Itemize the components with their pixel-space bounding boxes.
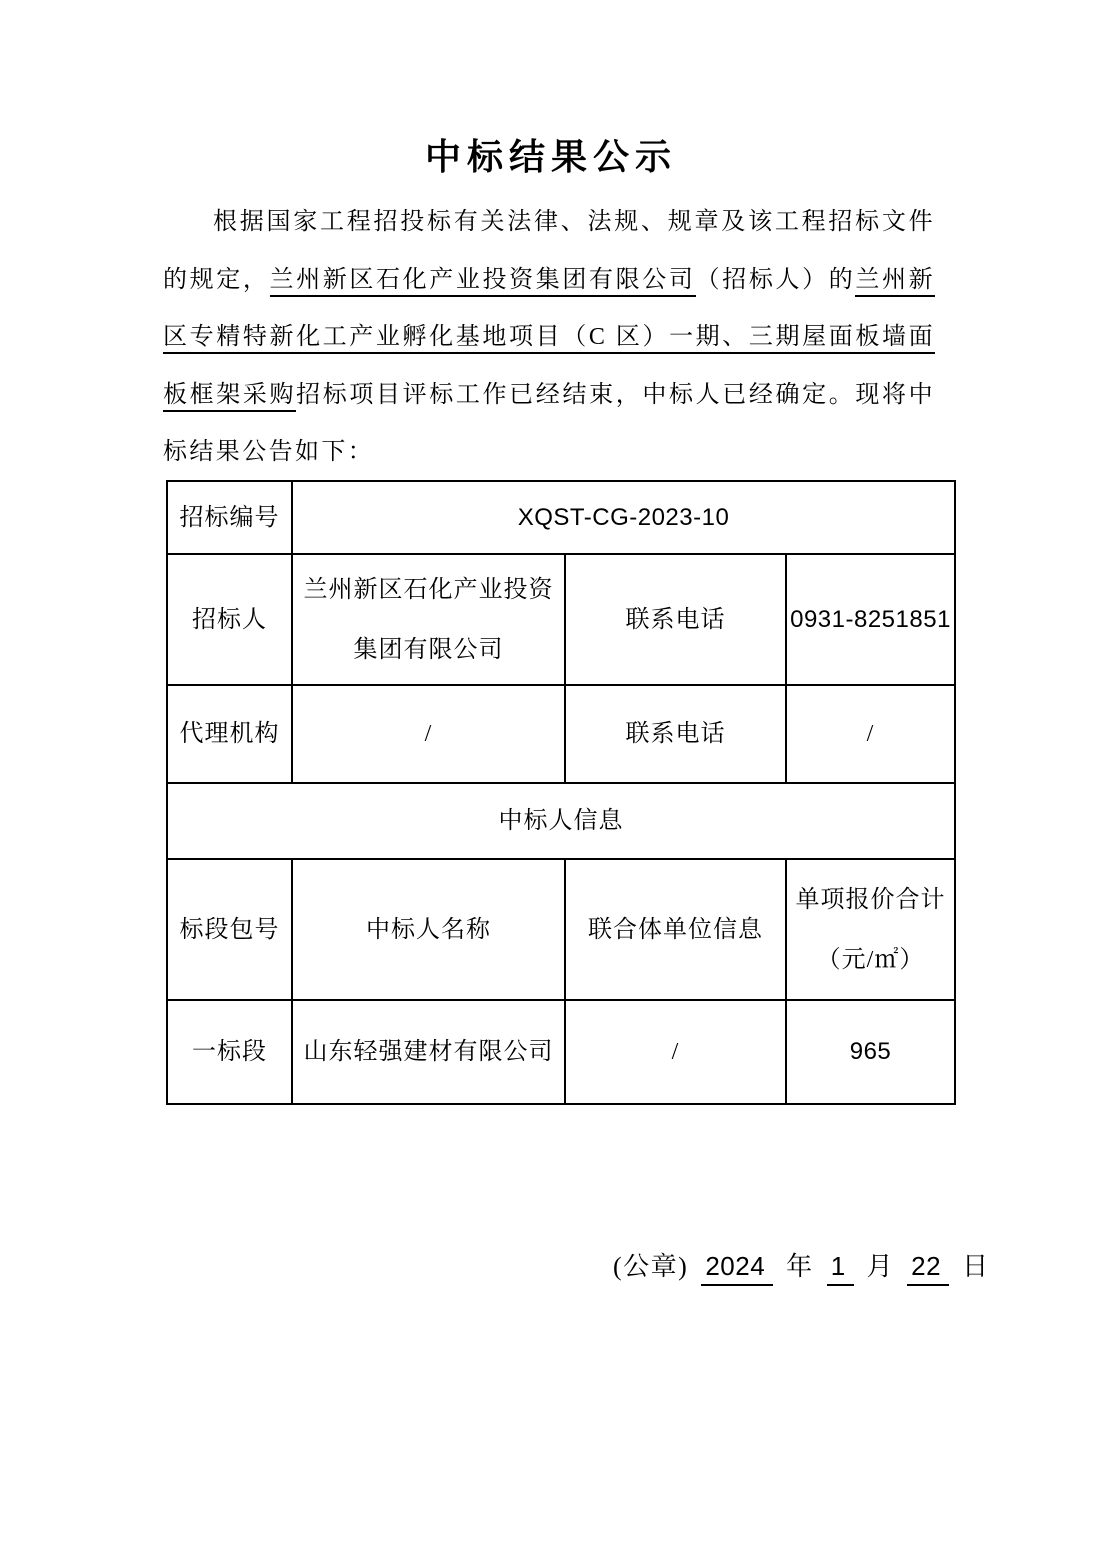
- paragraph-outro-text: 招标项目评标工作已经结束，中标人已经确定。现将中标结果公告如下：: [163, 381, 936, 466]
- date-month-unit: 月: [866, 1252, 895, 1281]
- tenderer-phone-label: 联系电话: [565, 554, 786, 685]
- winner-name-value: 山东轻强建材有限公司: [292, 1000, 565, 1104]
- tenderer-label: 招标人: [167, 554, 292, 685]
- column-header-winner-name: 中标人名称: [292, 859, 565, 1000]
- column-header-package: 标段包号: [167, 859, 292, 1000]
- announcement-paragraph: [163, 194, 935, 482]
- agency-phone-value: /: [786, 685, 955, 783]
- paragraph-intro-text: 根据国家工程招投标有关法律、法规、规章及该工程招标文件的规定，: [163, 209, 935, 293]
- winner-price-value: 965: [786, 1000, 955, 1104]
- bid-number-label: 招标编号: [167, 481, 292, 554]
- date-year-unit: 年: [786, 1252, 814, 1281]
- document-title: 中标结果公示: [424, 137, 677, 177]
- seal-date-line: [613, 1246, 995, 1283]
- column-header-consortium: 联合体单位信息: [565, 859, 786, 1000]
- table-row-tenderer: [167, 554, 955, 685]
- paragraph-mid-text: （招标人）的: [695, 266, 856, 293]
- bid-result-table: [166, 480, 956, 1105]
- winner-consortium-value: /: [565, 1000, 786, 1104]
- date-day-value: 22: [907, 1251, 949, 1286]
- date-month-value: 1: [827, 1251, 854, 1286]
- tenderer-name: 兰州新区石化产业投资集团有限公司: [292, 554, 565, 685]
- date-day-unit: 日: [962, 1252, 990, 1281]
- table-row-winner-headers: [167, 859, 955, 1000]
- table-row-bid-number: [167, 481, 955, 554]
- agency-label: 代理机构: [167, 685, 292, 783]
- tenderer-name-underlined: 兰州新区石化产业投资集团有限公司: [270, 267, 696, 297]
- tenderer-phone-value: 0931-8251851: [786, 554, 955, 685]
- bid-number-value: XQST-CG-2023-10: [292, 481, 955, 554]
- winner-package-value: 一标段: [167, 1000, 292, 1104]
- agency-name: /: [292, 685, 565, 783]
- column-header-price: 单项报价合计（元/㎡）: [786, 859, 955, 1000]
- project-name-underlined: 兰州新区专精特新化工产业孵化基地项目（C 区）一期、三期屋面板墙面板框架采购: [163, 267, 935, 412]
- table-row-winner-data: [167, 1000, 955, 1104]
- table-row-winner-section: [167, 783, 955, 859]
- agency-phone-label: 联系电话: [565, 685, 786, 783]
- table-row-agency: [167, 685, 955, 783]
- seal-label: (公章): [613, 1252, 689, 1281]
- date-year-value: 2024: [701, 1251, 773, 1286]
- winner-section-title: 中标人信息: [167, 783, 955, 859]
